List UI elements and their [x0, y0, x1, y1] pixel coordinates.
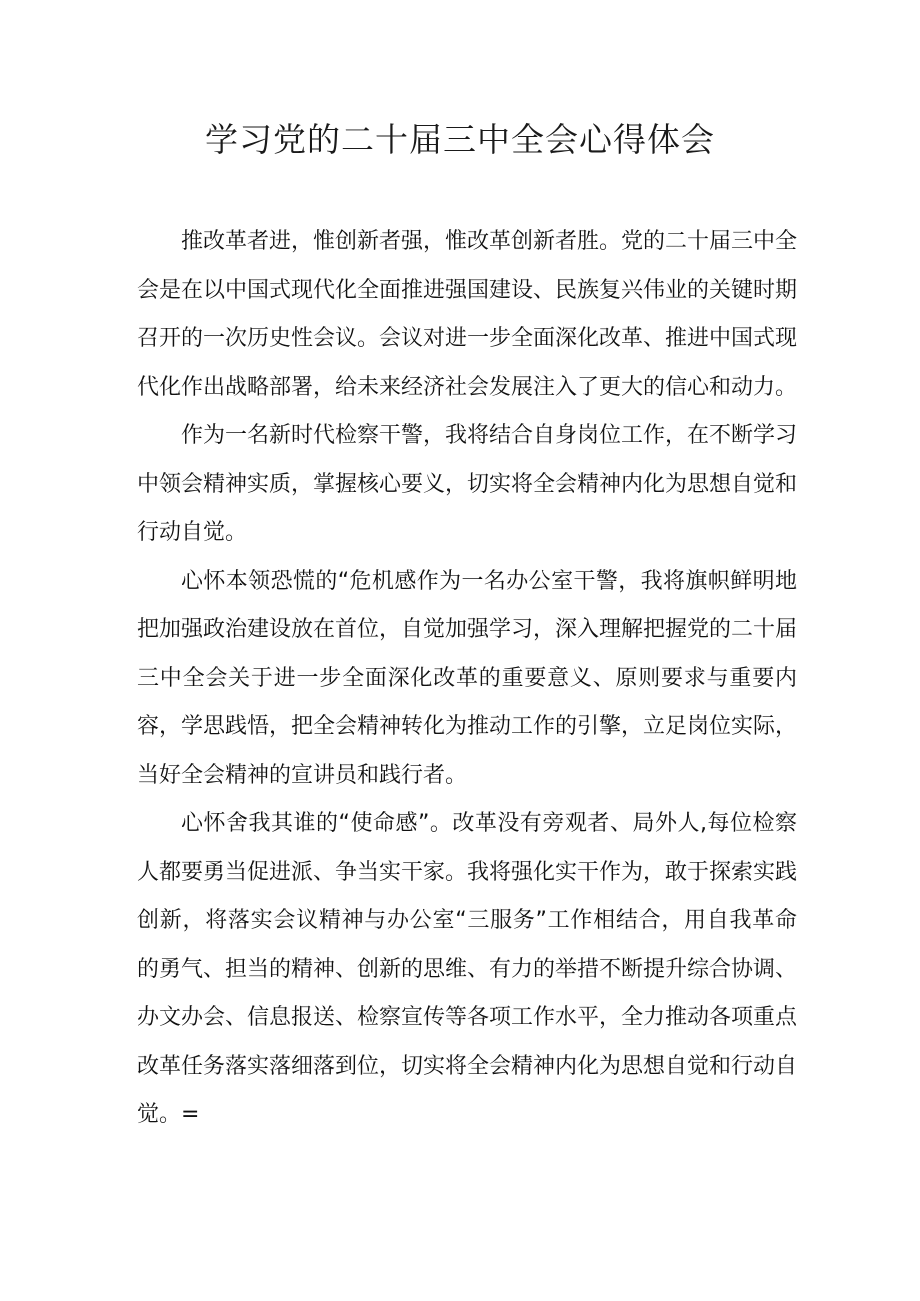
paragraph-4: 心怀舍我其谁的“使命感”。改革没有旁观者、局外人,每位检察人都要勇当促进派、争当实干家。我将强化实干作为，敢于探索实践创新，将落实会议精神与办公室“三服务”工作相结合，用自我革命的勇气、担当的精神、创新的思维、有力的举措不断提升综合协调、办文办会、信息报送、检察宣传等各项工作水平，全力推动各项重点改革任务落实落细落到位，切实将全会精神内化为思想自觉和行动自觉。= [137, 811, 798, 1127]
document-body [137, 218, 797, 1140]
document-title: 学习党的二十届三中全会心得体会 [205, 120, 715, 159]
paragraph-3: 心怀本领恐慌的“危机感作为一名办公室干警，我将旗帜鲜明地把加强政治建设放在首位，自觉加强学习，深入理解把握党的二十届三中全会关于进一步全面深化改革的重要意义、原则要求与重要内容，学思践悟，把全会精神转化为推动工作的引擎，立足岗位实际，当好全会精神的宣讲员和践行者。 [137, 568, 798, 788]
paragraph-1: 推改革者进，惟创新者强，惟改革创新者胜。党的二十届三中全会是在以中国式现代化全面推进强国建设、民族复兴伟业的关键时期召开的一次历史性会议。会议对进一步全面深化改革、推进中国式现代化作出战略部署，给未来经济社会发展注入了更大的信心和动力。 [137, 229, 798, 400]
paragraph-2: 作为一名新时代检察干警，我将结合自身岗位工作，在不断学习中领会精神实质，掌握核心要义，切实将全会精神内化为思想自觉和行动自觉。 [137, 423, 798, 545]
